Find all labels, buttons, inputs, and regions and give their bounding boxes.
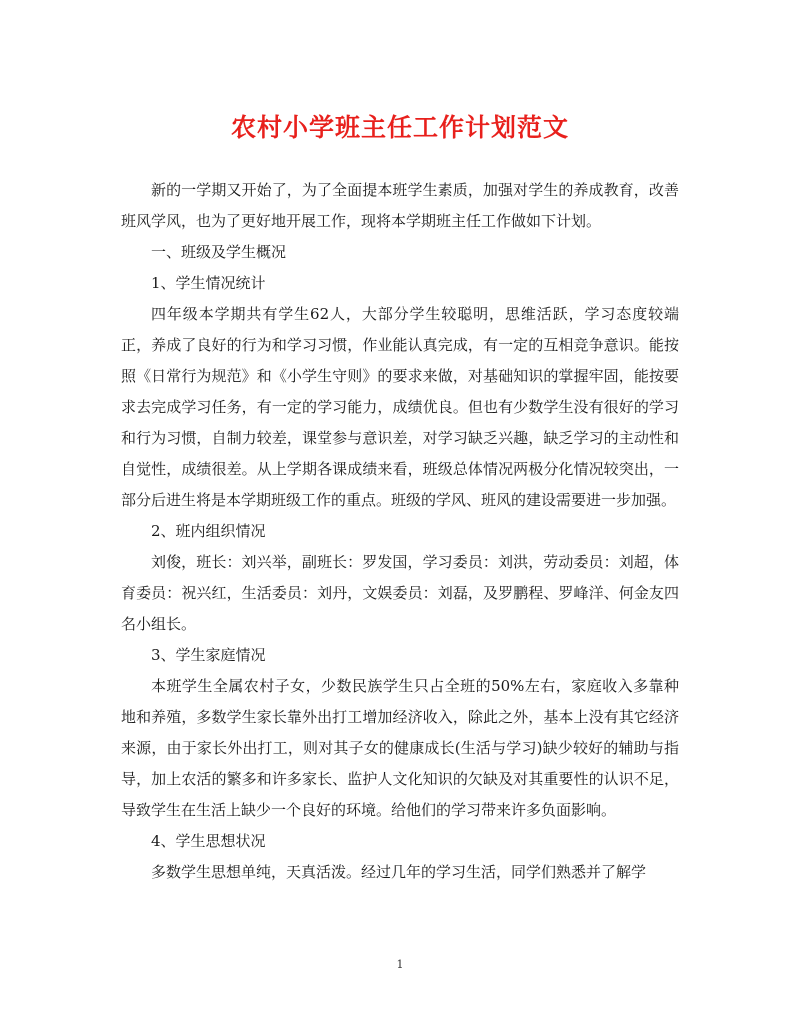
paragraph-family: 本班学生全属农村子女，少数民族学生只占全班的50%左右，家庭收入多靠种地和养殖，多数学生家长靠外出打工增加经济收入，除此之外，基本上没有其它经济来源，由于家长外出打工，则对其子女的健康成长(生活与学习)缺少较好的辅助与指导，加上农活的繁多和许多家长、监护人文化知识的欠缺及对其重要性的认识不足，导致学生在生活上缺少一个良好的环境。给他们的学习带来许多负面影响。 [121, 677, 679, 819]
page-number: 1 [396, 958, 404, 971]
paragraph-class-organization: 刘俊，班长：刘兴举，副班长：罗发国，学习委员：刘洪，劳动委员：刘超，体育委员：祝兴红，生活委员：刘丹，文娱委员：刘磊，及罗鹏程、罗峰洋、何金友四名小组长。 [121, 553, 679, 633]
subsection-heading-thoughts: 4、学生思想状况 [151, 832, 266, 850]
paragraph-student-stats: 四年级本学期共有学生62人，大部分学生较聪明，思维活跃，学习态度较端正，养成了良好的行为和学习习惯，作业能认真完成，有一定的互相竞争意识。能按照《日常行为规范》和《小学生守则》的要求来做，对基础知识的掌握牢固，能按要求去完成学习任务，有一定的学习能力，成绩优良。但也有少数学生没有很好的学习和行为习惯，自制力较差，课堂参与意识差，对学习缺乏兴趣，缺乏学习的主动性和自觉性，成绩很差。从上学期各课成绩来看，班级总体情况两极分化情况较突出，一部分后进生将是本学期班级工作的重点。班级的学风、班风的建设需要进一步加强。 [121, 305, 679, 509]
subsection-heading-family: 3、学生家庭情况 [151, 646, 266, 664]
subsection-heading-student-stats: 1、学生情况统计 [151, 274, 266, 292]
document-body [121, 175, 679, 888]
subsection-heading-class-organization: 2、班内组织情况 [151, 522, 266, 540]
section-heading-class-overview: 一、班级及学生概况 [151, 243, 287, 261]
paragraph-thoughts: 多数学生思想单纯，天真活泼。经过几年的学习生活，同学们熟悉并了解学 [151, 863, 647, 881]
paragraph-intro: 新的一学期又开始了，为了全面提本班学生素质，加强对学生的养成教育，改善班风学风，也为了更好地开展工作，现将本学期班主任工作做如下计划。 [121, 181, 679, 230]
document-title: 农村小学班主任工作计划范文 [230, 113, 569, 142]
